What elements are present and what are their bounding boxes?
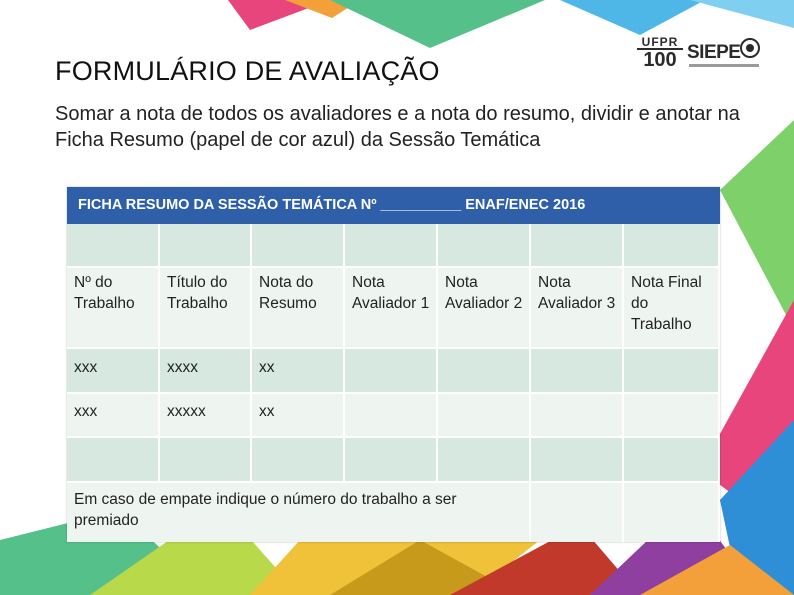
- column-header: Nota Final do Trabalho: [624, 268, 720, 349]
- table-cell: [438, 349, 531, 394]
- table-cell-empty: [438, 224, 531, 268]
- table-cell: [252, 438, 345, 483]
- column-header: Título do Trabalho: [160, 268, 252, 349]
- table-cell-empty: [531, 224, 624, 268]
- table-cell-empty: [624, 224, 720, 268]
- table-cell: [624, 438, 720, 483]
- table-cell-empty: [345, 224, 438, 268]
- table-cell-empty: [160, 224, 252, 268]
- table-cell: [438, 438, 531, 483]
- table-cell: [67, 438, 160, 483]
- table-cell: [345, 438, 438, 483]
- deco-shape-blue-top: [560, 0, 705, 35]
- siepe-logo-icon: [740, 38, 760, 58]
- ficha-resumo-table: [67, 187, 720, 542]
- logos: [637, 36, 762, 76]
- table-cell: xx: [252, 349, 345, 394]
- table-cell-empty: [67, 224, 160, 268]
- ufpr-logo-text: UFPR: [637, 36, 683, 50]
- logo-underline: [689, 64, 759, 67]
- ufpr-logo-number: 100: [643, 49, 677, 71]
- column-header: Nota Avaliador 2: [438, 268, 531, 349]
- table-cell: xxx: [67, 349, 160, 394]
- column-header: Nº do Trabalho: [67, 268, 160, 349]
- table-cell: [438, 394, 531, 438]
- table-cell-empty: [252, 224, 345, 268]
- table-cell: xxx: [67, 394, 160, 438]
- table-cell: [531, 438, 624, 483]
- table-cell: [531, 349, 624, 394]
- table-cell: [531, 394, 624, 438]
- table-cell: [345, 394, 438, 438]
- tiebreak-note: Em caso de empate indique o número do trabalho a ser premiado: [67, 483, 531, 542]
- table-cell: [624, 349, 720, 394]
- table-cell: [345, 349, 438, 394]
- table-header: FICHA RESUMO DA SESSÃO TEMÁTICA Nº __________ ENAF/ENEC 2016: [67, 187, 720, 224]
- column-header: Nota Avaliador 1: [345, 268, 438, 349]
- tiebreak-cell: [624, 483, 720, 542]
- deco-shape-green-top: [330, 0, 545, 48]
- table-cell: xxxx: [160, 349, 252, 394]
- siepe-logo-text: SIEPE: [687, 42, 741, 63]
- column-header: Nota Avaliador 3: [531, 268, 624, 349]
- slide-title: FORMULÁRIO DE AVALIAÇÃO: [55, 56, 440, 86]
- ufpr-logo: [637, 36, 683, 72]
- table-cell: [160, 438, 252, 483]
- table-cell: [624, 394, 720, 438]
- column-header: Nota do Resumo: [252, 268, 345, 349]
- slide-instruction: Somar a nota de todos os avaliadores e a nota do resumo, dividir e anotar na Ficha Resumo (papel de cor azul) da Sessão Temática: [55, 103, 740, 151]
- table-cell: xx: [252, 394, 345, 438]
- deco-shape-lightblue-top: [690, 0, 794, 28]
- table-cell: xxxxx: [160, 394, 252, 438]
- tiebreak-cell: [531, 483, 624, 542]
